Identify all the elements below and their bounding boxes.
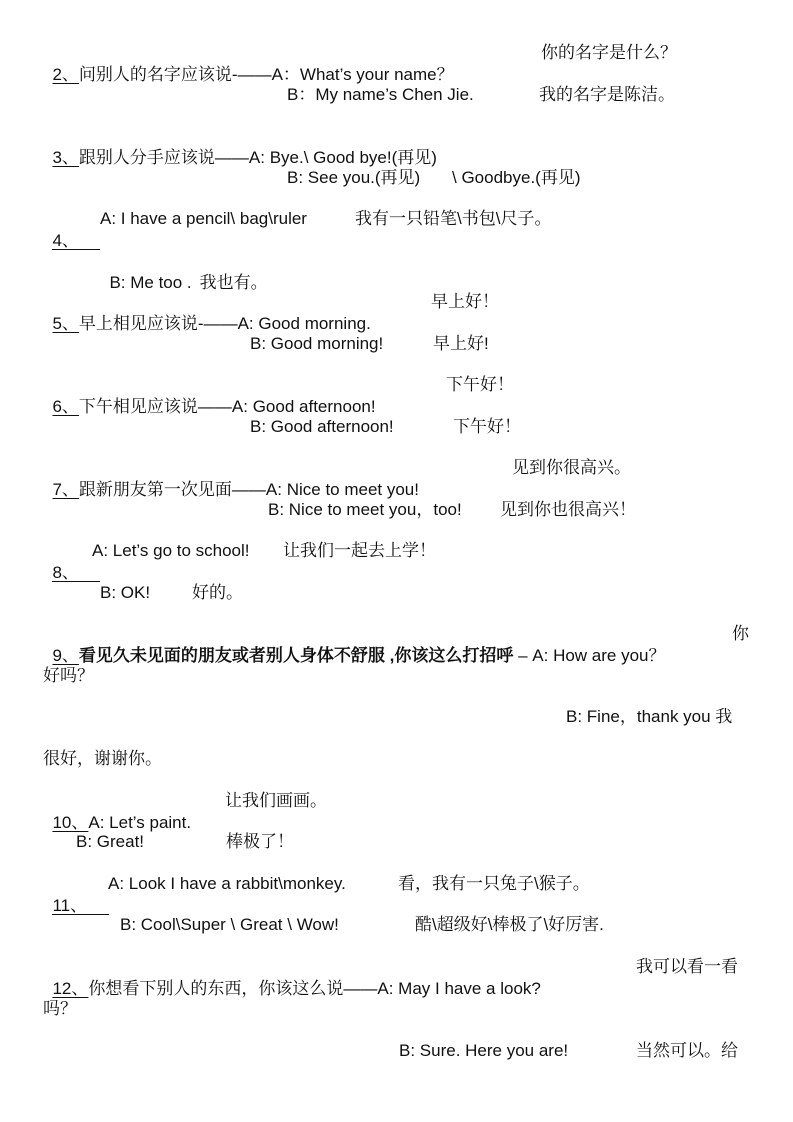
item-10-b-english: B: Great!	[76, 832, 145, 851]
item-prompt: 早上相见应该说-——	[78, 314, 238, 333]
item-6-a-chinese: 下午好！	[446, 375, 514, 394]
item-prompt: 跟别人分手应该说——	[78, 148, 249, 167]
b-english: B: Me too .	[109, 273, 192, 292]
item-number: 7、	[52, 480, 79, 499]
item-2-a-chinese: 你的名字是什么？	[541, 43, 677, 62]
item-11-b-chinese: 酷\超级好\棒极了\好厉害.	[415, 915, 604, 934]
item-number: 2、	[52, 65, 79, 84]
item-9-b-chinese: 很好，谢谢你。	[43, 749, 162, 768]
item-number: 3、	[52, 148, 79, 167]
item-11-a-chinese: 看，我有一只兔子\猴子。	[398, 874, 590, 893]
a-english: A: Let’s paint.	[88, 813, 192, 832]
item-9-a-chinese-part2: 好吗？	[43, 666, 94, 685]
item-12-b-english: B: Sure. Here you are!	[399, 1041, 569, 1060]
item-12-b-chinese: 当然可以。给	[636, 1041, 738, 1060]
item-5-a-line	[43, 291, 371, 333]
item-prompt: 跟新朋友第一次见面——	[78, 480, 266, 499]
item-11-a-english: A: Look I have a rabbit\monkey.	[108, 874, 346, 893]
item-9-a-line	[43, 623, 666, 665]
item-6-a-line	[43, 374, 376, 416]
a-english: A: Good afternoon!	[231, 397, 376, 416]
item-7-a-line	[43, 457, 419, 499]
item-5-a-chinese: 早上好！	[431, 292, 499, 311]
a-english: A: Bye.\ Good bye!(再见)	[248, 148, 437, 167]
b-chinese: 我也有。	[199, 273, 268, 292]
item-9-a-chinese-part1: 你	[732, 624, 749, 643]
item-2-b-chinese: 我的名字是陈洁。	[539, 85, 675, 104]
item-8-b-english: B: OK!	[100, 583, 151, 602]
item-number: 8、	[52, 562, 100, 582]
item-prompt: 看见久未见面的朋友或者别人身体不舒服 ,你该这么打招呼	[78, 646, 514, 665]
item-3-b-english: B: See you.(再见)	[287, 168, 421, 187]
item-8-b-chinese: 好的。	[192, 583, 243, 602]
a-english: A: Good morning.	[237, 314, 371, 333]
item-number: 6、	[52, 397, 79, 416]
item-11-a-line	[43, 873, 109, 915]
dash: –	[513, 646, 533, 665]
item-5-b-english: B: Good morning!	[250, 334, 384, 353]
item-prompt: 下午相见应该说——	[78, 397, 232, 416]
item-2-b-english: B：My name’s Chen Jie.	[287, 85, 474, 104]
item-2-a-line	[43, 42, 454, 84]
item-number: 9、	[52, 646, 79, 665]
item-5-b-chinese: 早上好!	[433, 334, 489, 353]
item-12-a-chinese-part1: 我可以看一看	[636, 957, 738, 976]
item-number: 12、	[52, 979, 89, 998]
item-6-b-english: B: Good afternoon!	[250, 417, 394, 436]
item-4-a-english: A: I have a pencil\ bag\ruler	[100, 209, 307, 228]
item-10-a-line	[43, 790, 192, 832]
item-4-a-chinese: 我有一只铅笔\书包\尺子。	[355, 209, 552, 228]
item-12-a-chinese-part2: 吗？	[43, 999, 77, 1018]
a-english: A: Nice to meet you!	[265, 480, 419, 499]
item-3-a-line	[43, 125, 437, 167]
item-3-b-chinese: \ Goodbye.(再见)	[452, 168, 581, 187]
item-8-a-english: A: Let’s go to school!	[92, 541, 250, 560]
item-10-a-chinese: 让我们画画。	[225, 791, 327, 810]
a-english: A：What’s your name？	[271, 65, 454, 84]
item-number: 4、	[52, 230, 100, 250]
item-number: 11、	[52, 895, 109, 915]
item-9-b-english: B: Fine，thank you 我	[566, 707, 733, 726]
item-11-b-english: B: Cool\Super \ Great \ Wow!	[120, 915, 339, 934]
item-prompt: 问别人的名字应该说-——	[78, 65, 272, 84]
item-6-b-chinese: 下午好！	[453, 417, 521, 436]
item-7-a-chinese: 见到你很高兴。	[512, 458, 631, 477]
item-7-b-english: B: Nice to meet you，too!	[268, 500, 462, 519]
item-number: 5、	[52, 314, 79, 333]
item-10-b-chinese: 棒极了！	[226, 832, 294, 851]
item-number: 10、	[52, 813, 89, 832]
item-12-a-line	[43, 956, 541, 998]
item-7-b-chinese: 见到你也很高兴！	[500, 500, 636, 519]
a-english: A: May I have a look?	[377, 979, 541, 998]
item-4-b-line	[100, 250, 268, 292]
item-prompt: 你想看下别人的东西，你该这么说——	[88, 979, 378, 998]
item-4-a-line	[43, 208, 100, 250]
item-8-a-chinese: 让我们一起去上学！	[283, 541, 436, 560]
a-english: A: How are you？	[532, 646, 666, 665]
